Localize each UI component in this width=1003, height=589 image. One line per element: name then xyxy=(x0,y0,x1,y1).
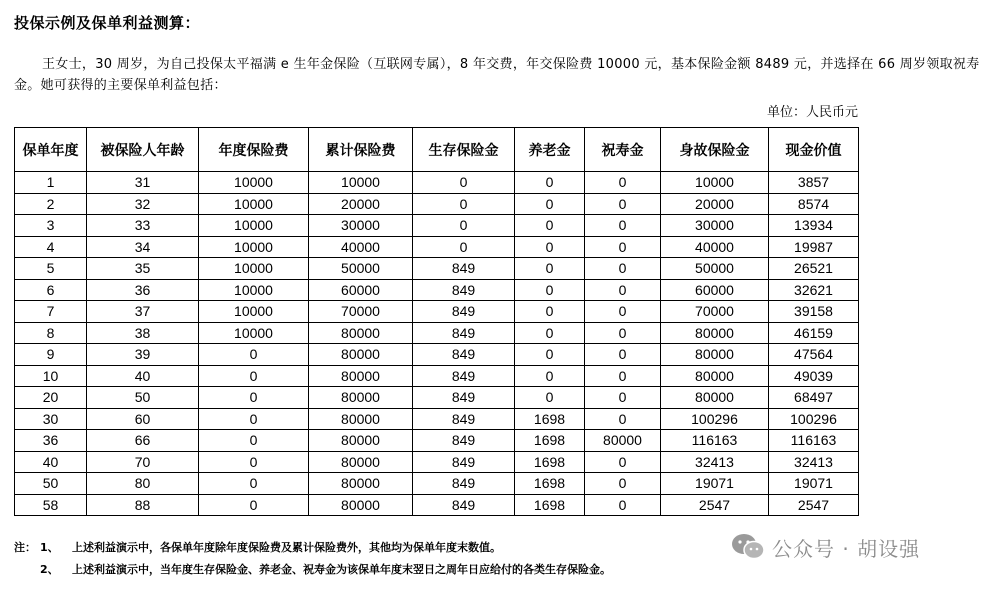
table-cell: 0 xyxy=(515,365,585,387)
column-header: 年度保险费 xyxy=(199,128,309,172)
table-cell: 116163 xyxy=(661,430,769,452)
table-cell: 80 xyxy=(87,473,199,495)
table-cell: 10000 xyxy=(199,236,309,258)
table-cell: 80000 xyxy=(309,430,413,452)
column-header: 现金价值 xyxy=(769,128,859,172)
table-cell: 0 xyxy=(199,408,309,430)
column-header: 身故保险金 xyxy=(661,128,769,172)
table-cell: 32 xyxy=(87,193,199,215)
table-row xyxy=(15,172,859,194)
table-cell: 10 xyxy=(15,365,87,387)
table-cell: 10000 xyxy=(199,279,309,301)
table-cell: 849 xyxy=(413,322,515,344)
table-cell: 116163 xyxy=(769,430,859,452)
note-number: 1、 xyxy=(40,541,59,554)
table-cell: 0 xyxy=(199,365,309,387)
table-cell: 1 xyxy=(15,172,87,194)
table-cell: 0 xyxy=(585,301,661,323)
table-cell: 70000 xyxy=(309,301,413,323)
table-cell: 20 xyxy=(15,387,87,409)
table-cell: 0 xyxy=(585,193,661,215)
table-cell: 10000 xyxy=(199,172,309,194)
table-row xyxy=(15,236,859,258)
table-cell: 50 xyxy=(87,387,199,409)
table-row xyxy=(15,322,859,344)
table-row xyxy=(15,494,859,516)
table-cell: 0 xyxy=(585,494,661,516)
table-cell: 70000 xyxy=(661,301,769,323)
table-cell: 0 xyxy=(413,236,515,258)
table-cell: 0 xyxy=(585,408,661,430)
table-cell: 849 xyxy=(413,301,515,323)
table-cell: 10000 xyxy=(199,322,309,344)
table-cell: 47564 xyxy=(769,344,859,366)
table-cell: 1698 xyxy=(515,430,585,452)
table-cell: 0 xyxy=(199,344,309,366)
table-cell: 34 xyxy=(87,236,199,258)
note-text: 上述利益演示中，各保单年度除年度保险费及累计保险费外，其他均为保单年度末数值。 xyxy=(72,541,501,554)
table-cell: 30000 xyxy=(309,215,413,237)
table-cell: 0 xyxy=(515,279,585,301)
table-cell: 0 xyxy=(515,387,585,409)
table-cell: 0 xyxy=(199,494,309,516)
column-header: 生存保险金 xyxy=(413,128,515,172)
table-cell: 0 xyxy=(585,172,661,194)
table-cell: 3857 xyxy=(769,172,859,194)
table-cell: 40000 xyxy=(309,236,413,258)
note-item xyxy=(14,559,611,581)
column-header: 保单年度 xyxy=(15,128,87,172)
table-cell: 5 xyxy=(15,258,87,280)
table-cell: 46159 xyxy=(769,322,859,344)
table-cell: 50000 xyxy=(661,258,769,280)
table-cell: 0 xyxy=(515,236,585,258)
table-cell: 39 xyxy=(87,344,199,366)
table-cell: 0 xyxy=(585,215,661,237)
table-cell: 60000 xyxy=(309,279,413,301)
table-cell: 0 xyxy=(585,387,661,409)
table-cell: 849 xyxy=(413,279,515,301)
benefit-table xyxy=(14,127,859,516)
table-cell: 849 xyxy=(413,473,515,495)
table-cell: 0 xyxy=(413,193,515,215)
table-cell: 19987 xyxy=(769,236,859,258)
table-cell: 58 xyxy=(15,494,87,516)
table-cell: 10000 xyxy=(199,301,309,323)
table-cell: 80000 xyxy=(309,494,413,516)
watermark-text: 公众号 · 胡设强 xyxy=(772,536,921,561)
table-cell: 36 xyxy=(87,279,199,301)
table-cell: 0 xyxy=(585,451,661,473)
table-cell: 80000 xyxy=(585,430,661,452)
page-title: 投保示例及保单利益测算： xyxy=(14,14,201,32)
column-header: 累计保险费 xyxy=(309,128,413,172)
table-row xyxy=(15,301,859,323)
table-cell: 8 xyxy=(15,322,87,344)
table-cell: 10000 xyxy=(309,172,413,194)
table-cell: 35 xyxy=(87,258,199,280)
table-cell: 30000 xyxy=(661,215,769,237)
watermark xyxy=(730,532,920,562)
table-cell: 80000 xyxy=(309,408,413,430)
currency-unit: 单位：人民币元 xyxy=(766,105,858,120)
wechat-icon xyxy=(730,532,766,562)
table-cell: 80000 xyxy=(309,451,413,473)
table-cell: 49039 xyxy=(769,365,859,387)
table-row xyxy=(15,430,859,452)
table-cell: 0 xyxy=(199,473,309,495)
table-cell: 40 xyxy=(15,451,87,473)
table-cell: 0 xyxy=(515,193,585,215)
table-cell: 2 xyxy=(15,193,87,215)
table-cell: 3 xyxy=(15,215,87,237)
table-cell: 20000 xyxy=(661,193,769,215)
table-row xyxy=(15,344,859,366)
note-number: 2、 xyxy=(40,563,59,576)
table-cell: 0 xyxy=(585,473,661,495)
notes xyxy=(14,537,611,581)
table-cell: 80000 xyxy=(661,387,769,409)
table-cell: 32413 xyxy=(769,451,859,473)
table-cell: 10000 xyxy=(199,258,309,280)
table-cell: 0 xyxy=(413,215,515,237)
table-cell: 80000 xyxy=(309,387,413,409)
table-row xyxy=(15,365,859,387)
table-cell: 10000 xyxy=(661,172,769,194)
table-cell: 26521 xyxy=(769,258,859,280)
table-cell: 0 xyxy=(585,322,661,344)
table-cell: 39158 xyxy=(769,301,859,323)
table-row xyxy=(15,408,859,430)
table-cell: 33 xyxy=(87,215,199,237)
table-cell: 6 xyxy=(15,279,87,301)
table-cell: 19071 xyxy=(769,473,859,495)
table-cell: 50000 xyxy=(309,258,413,280)
column-header: 被保险人年龄 xyxy=(87,128,199,172)
table-cell: 40000 xyxy=(661,236,769,258)
table-cell: 68497 xyxy=(769,387,859,409)
table-cell: 88 xyxy=(87,494,199,516)
table-cell: 849 xyxy=(413,494,515,516)
table-cell: 31 xyxy=(87,172,199,194)
table-cell: 100296 xyxy=(769,408,859,430)
table-row xyxy=(15,473,859,495)
table-header-row xyxy=(15,128,859,172)
table-cell: 9 xyxy=(15,344,87,366)
table-cell: 849 xyxy=(413,258,515,280)
table-row xyxy=(15,451,859,473)
table-cell: 80000 xyxy=(309,365,413,387)
table-cell: 0 xyxy=(585,344,661,366)
table-cell: 60000 xyxy=(661,279,769,301)
table-cell: 20000 xyxy=(309,193,413,215)
table-row xyxy=(15,279,859,301)
table-cell: 0 xyxy=(199,451,309,473)
table-cell: 37 xyxy=(87,301,199,323)
table-cell: 849 xyxy=(413,408,515,430)
table-cell: 10000 xyxy=(199,193,309,215)
table-cell: 1698 xyxy=(515,451,585,473)
table-cell: 8574 xyxy=(769,193,859,215)
table-cell: 0 xyxy=(515,301,585,323)
table-cell: 0 xyxy=(515,322,585,344)
table-cell: 0 xyxy=(585,258,661,280)
column-header: 祝寿金 xyxy=(585,128,661,172)
table-cell: 1698 xyxy=(515,473,585,495)
table-row xyxy=(15,215,859,237)
table-cell: 38 xyxy=(87,322,199,344)
table-cell: 849 xyxy=(413,344,515,366)
table-cell: 32621 xyxy=(769,279,859,301)
table-cell: 849 xyxy=(413,430,515,452)
table-cell: 0 xyxy=(585,279,661,301)
table-body xyxy=(15,172,859,516)
table-cell: 2547 xyxy=(661,494,769,516)
column-header: 养老金 xyxy=(515,128,585,172)
table-cell: 80000 xyxy=(309,344,413,366)
table-row xyxy=(15,193,859,215)
table-cell: 66 xyxy=(87,430,199,452)
table-cell: 0 xyxy=(585,365,661,387)
table-cell: 30 xyxy=(15,408,87,430)
table-cell: 10000 xyxy=(199,215,309,237)
table-cell: 80000 xyxy=(661,365,769,387)
table-cell: 80000 xyxy=(661,322,769,344)
table-cell: 80000 xyxy=(309,322,413,344)
table-row xyxy=(15,258,859,280)
table-cell: 100296 xyxy=(661,408,769,430)
table-cell: 849 xyxy=(413,387,515,409)
table-cell: 1698 xyxy=(515,408,585,430)
table-row xyxy=(15,387,859,409)
table-cell: 13934 xyxy=(769,215,859,237)
table-cell: 0 xyxy=(199,387,309,409)
table-cell: 60 xyxy=(87,408,199,430)
note-item xyxy=(14,537,611,559)
note-label: 注： xyxy=(14,541,36,554)
table-cell: 0 xyxy=(199,430,309,452)
table-cell: 0 xyxy=(515,344,585,366)
table-cell: 0 xyxy=(413,172,515,194)
table-cell: 1698 xyxy=(515,494,585,516)
table-cell: 0 xyxy=(515,258,585,280)
note-text: 上述利益演示中，当年度生存保险金、养老金、祝寿金为该保单年度末翌日之周年日应给付的各类生存保险金。 xyxy=(72,563,611,576)
table-cell: 80000 xyxy=(661,344,769,366)
table-cell: 7 xyxy=(15,301,87,323)
table-cell: 70 xyxy=(87,451,199,473)
table-cell: 0 xyxy=(585,236,661,258)
table-cell: 50 xyxy=(15,473,87,495)
table-cell: 32413 xyxy=(661,451,769,473)
table-cell: 2547 xyxy=(769,494,859,516)
table-cell: 80000 xyxy=(309,473,413,495)
table-cell: 849 xyxy=(413,365,515,387)
table-cell: 0 xyxy=(515,215,585,237)
table-cell: 849 xyxy=(413,451,515,473)
table-cell: 4 xyxy=(15,236,87,258)
intro-paragraph: 王女士，30 周岁，为自己投保太平福满 e 生年金保险（互联网专属），8 年交费，年交保险费 10000 元，基本保险金额 8489 元，并选择在 66 周岁领取祝寿金。她可获得的主要保单利益包括： xyxy=(14,57,980,93)
table-cell: 40 xyxy=(87,365,199,387)
table-cell: 36 xyxy=(15,430,87,452)
table-cell: 0 xyxy=(515,172,585,194)
table-cell: 19071 xyxy=(661,473,769,495)
